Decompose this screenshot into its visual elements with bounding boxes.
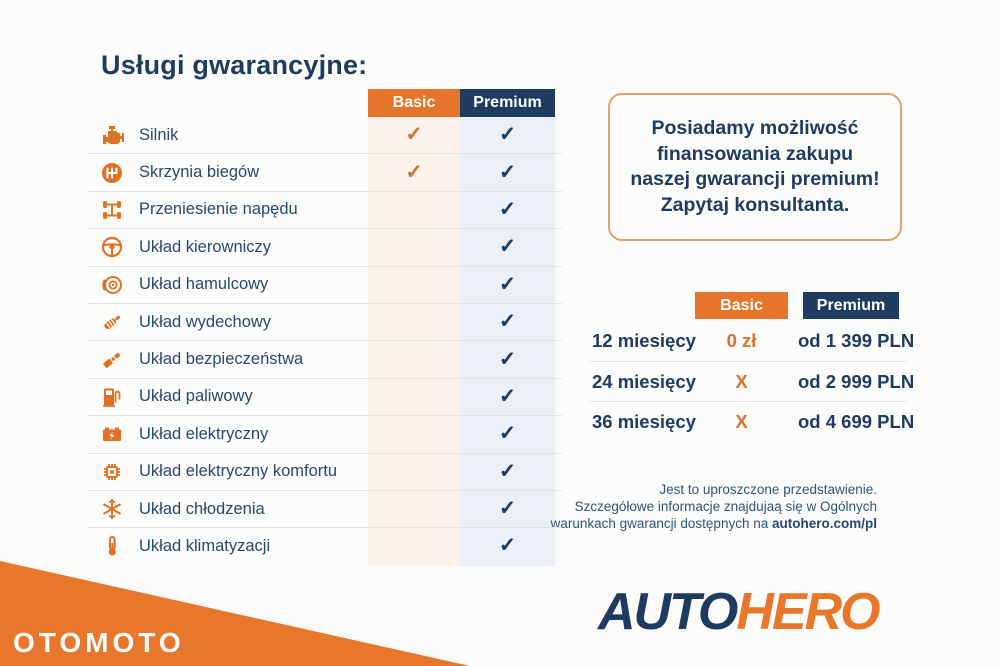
pricing-premium-header: Premium <box>803 292 899 319</box>
disclaimer-line: Jest to uproszczone przedstawienie. <box>659 482 877 497</box>
basic-column-header: Basic <box>368 89 460 117</box>
service-label: Układ klimatyzacji <box>139 536 271 555</box>
fuel-pump-icon <box>100 385 124 409</box>
basic-check-icon: ✓ <box>405 123 423 146</box>
premium-check-icon: ✓ <box>499 123 516 146</box>
table-row <box>88 192 562 229</box>
steering-wheel-icon <box>100 235 124 259</box>
service-label: Układ chłodzenia <box>139 499 265 518</box>
pricing-row <box>590 321 915 362</box>
financing-promo-box <box>608 93 902 241</box>
promo-line: finansowania zakupu <box>656 142 854 165</box>
warranty-rows <box>88 117 562 566</box>
basic-check-icon: ✓ <box>405 161 423 184</box>
table-row <box>88 267 562 304</box>
autohero-logo <box>598 582 879 642</box>
premium-check-icon: ✓ <box>499 273 516 296</box>
service-label: Układ paliwowy <box>139 387 253 406</box>
logo-hero-part: HERO <box>736 583 879 641</box>
battery-icon <box>100 422 124 446</box>
disclaimer-line: warunkach gwarancji dostępnych na autohero.com/pl <box>550 516 877 531</box>
exhaust-icon <box>100 310 124 334</box>
thermometer-icon <box>100 534 124 558</box>
premium-column-header: Premium <box>460 89 555 117</box>
pricing-row <box>590 402 915 442</box>
pricing-row <box>590 362 915 403</box>
premium-price: od 1 399 PLN <box>798 330 915 351</box>
otomoto-logo: OTOMOTO <box>13 627 185 658</box>
drivetrain-icon <box>100 198 124 222</box>
premium-check-icon: ✓ <box>499 198 516 221</box>
premium-check-icon: ✓ <box>499 497 516 520</box>
table-row <box>88 229 562 266</box>
premium-check-icon: ✓ <box>499 235 516 258</box>
premium-check-icon: ✓ <box>499 348 516 371</box>
service-label: Układ hamulcowy <box>139 275 269 294</box>
service-label: Układ wydechowy <box>139 312 272 331</box>
autohero-link[interactable]: autohero.com/pl <box>771 516 877 531</box>
premium-check-icon: ✓ <box>499 385 516 408</box>
premium-check-icon: ✓ <box>499 161 516 184</box>
premium-price: od 4 699 PLN <box>798 411 915 432</box>
table-row <box>88 117 562 154</box>
basic-price: X <box>735 370 748 392</box>
service-label: Przeniesienie napędu <box>139 200 298 219</box>
premium-price: od 2 999 PLN <box>798 370 915 392</box>
duration-label: 12 miesięcy <box>592 330 696 351</box>
table-row <box>88 454 562 491</box>
engine-icon <box>100 123 124 147</box>
table-row <box>88 528 562 564</box>
promo-line: Zapytaj konsultanta. <box>660 193 850 216</box>
premium-check-icon: ✓ <box>499 422 516 445</box>
service-label: Układ bezpieczeństwa <box>139 350 304 369</box>
disclaimer-line: Szczegółowe informacje znajdujaą się w Ogólnych <box>574 499 877 514</box>
brake-icon <box>100 273 124 297</box>
premium-check-icon: ✓ <box>499 460 516 483</box>
seatbelt-icon <box>100 348 124 372</box>
table-row <box>88 304 562 341</box>
premium-check-icon: ✓ <box>499 310 516 333</box>
duration-label: 24 miesięcy <box>592 370 696 392</box>
chip-icon <box>100 460 124 484</box>
service-label: Układ kierowniczy <box>139 237 272 256</box>
logo-auto-part: AUTO <box>598 583 737 641</box>
service-label: Układ elektryczny <box>139 424 269 443</box>
basic-price: X <box>735 411 748 432</box>
warranty-table <box>88 89 562 566</box>
snowflake-icon <box>100 497 124 521</box>
table-row <box>88 416 562 453</box>
service-label: Układ elektryczny komfortu <box>139 462 338 481</box>
basic-price: 0 zł <box>726 330 757 351</box>
page-title: Usługi gwarancyjne: <box>101 50 368 80</box>
duration-label: 36 miesięcy <box>592 411 696 432</box>
table-row <box>88 379 562 416</box>
table-row <box>88 491 562 528</box>
service-label: Silnik <box>139 125 179 144</box>
pricing-basic-header: Basic <box>695 292 788 319</box>
promo-line: Posiadamy możliwość <box>651 117 859 139</box>
table-row <box>88 341 562 378</box>
service-label: Skrzynia biegów <box>139 163 260 182</box>
promo-line: naszej gwarancji premium! <box>630 168 880 190</box>
premium-check-icon: ✓ <box>499 534 516 557</box>
table-row <box>88 154 562 191</box>
gearbox-icon <box>100 161 124 185</box>
